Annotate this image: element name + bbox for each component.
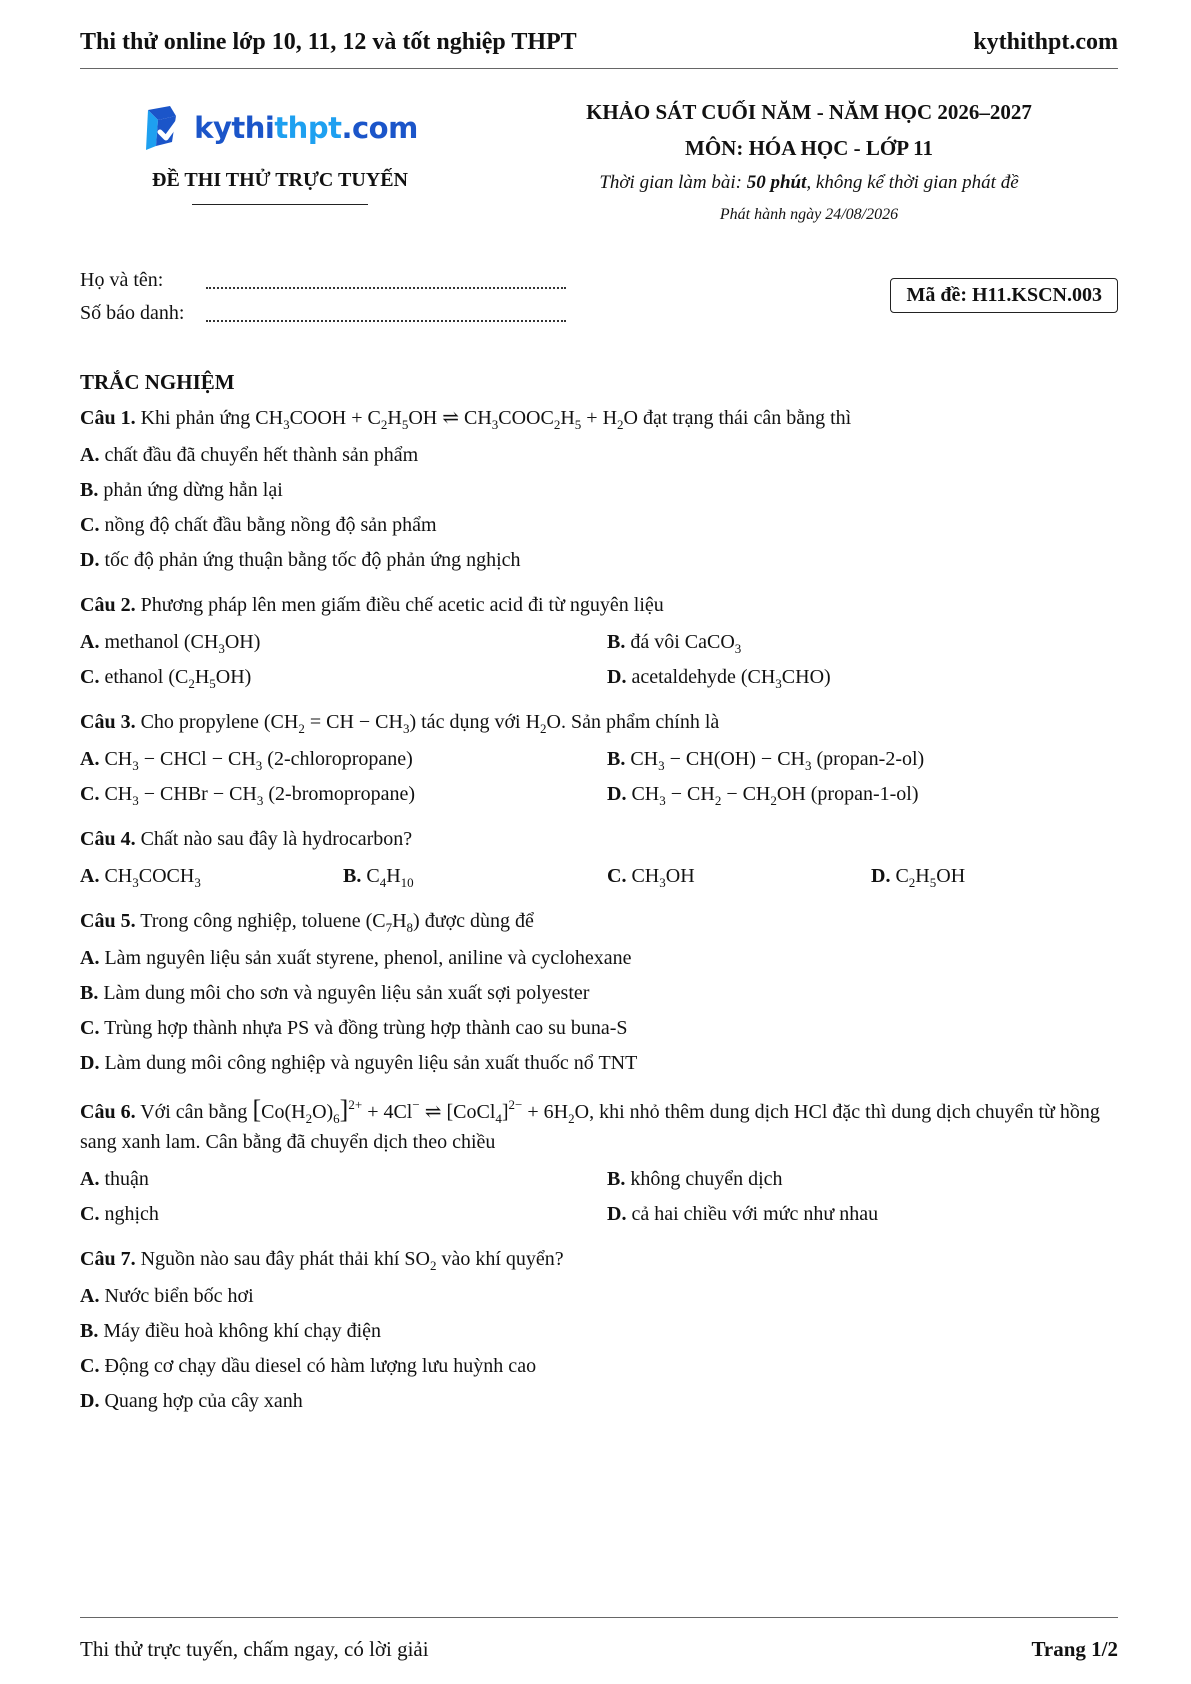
top-header xyxy=(80,22,1118,62)
option-b[interactable]: B. Máy điều hoà không khí chạy điện xyxy=(80,1320,382,1342)
header-site-link[interactable]: kythithpt.com xyxy=(973,28,1118,55)
page-number: Trang 1/2 xyxy=(1031,1637,1118,1661)
name-label: Họ và tên: xyxy=(80,269,164,291)
header-left-text: Thi thử online lớp 10, 11, 12 và tốt nghiệp THPT xyxy=(80,28,577,55)
release-date: Phát hành ngày 24/08/2026 xyxy=(719,206,899,223)
question-2: Câu 2. Phương pháp lên men giấm điều chế acetic acid đi từ nguyên liệu A. methanol $(CH_3OH)$ B. đá vôi CaCO$_3$ C. ethanol $(C_2H_5OH)$ D. acetaldehyde $(CH_3CHO)$ xyxy=(80,590,1118,695)
option-d[interactable]: D. $C_2H_5OH$ xyxy=(871,865,966,890)
name-field[interactable] xyxy=(206,286,566,289)
option-d[interactable]: D. Quang hợp của cây xanh xyxy=(80,1390,303,1412)
option-d[interactable]: D. cả hai chiều với mức như nhau xyxy=(607,1203,879,1225)
option-c[interactable]: C. Động cơ chạy dầu diesel có hàm lượng lưu huỳnh cao xyxy=(80,1355,537,1377)
option-b[interactable]: B. $CH_3 - CH(OH) - CH_3$ (propan-2-ol) xyxy=(607,748,925,773)
page-footer xyxy=(80,1637,1118,1662)
questions-area xyxy=(80,365,1118,1431)
online-exam-title: ĐỀ THI THỬ TRỰC TUYẾN xyxy=(152,169,408,191)
option-a[interactable]: A. Nước biển bốc hơi xyxy=(80,1285,254,1307)
exam-subject: MÔN: HÓA HỌC - LỚP 11 xyxy=(685,136,933,160)
option-b[interactable]: B. phản ứng dừng hẳn lại xyxy=(80,479,283,501)
option-b[interactable]: B. không chuyển dịch xyxy=(607,1168,783,1190)
id-label: Số báo danh: xyxy=(80,302,185,324)
site-logo xyxy=(142,100,418,156)
question-1: Câu 1. Khi phản ứng $CH_3COOH + C_2H_5OH$ ⇌ $CH_3COOC_2H_5 + H_2O$ đạt trạng thái cân bằng thì A. chất đầu đã chuyển hết thành sản phẩm B. phản ứng dừng hẳn lại C. nồng độ chất đầu bằng nồng độ sản phẩm D. tốc độ phản ứng thuận bằng tốc độ phản ứng nghịch xyxy=(80,403,1118,578)
option-c[interactable]: C. nghịch xyxy=(80,1203,159,1225)
option-b[interactable]: B. Làm dung môi cho sơn và nguyên liệu sản xuất sợi polyester xyxy=(80,982,590,1004)
student-info xyxy=(80,264,566,330)
option-c[interactable]: C. $CH_3$ − CHBr − $CH_3$ (2-bromopropane) xyxy=(80,783,415,808)
option-d[interactable]: D. $CH_3 - CH_2 - CH_2OH$ (propan-1-ol) xyxy=(607,783,919,808)
question-5: Câu 5. Trong công nghiệp, toluene $(C_7H_8)$ được dùng để A. Làm nguyên liệu sản xuất styrene, phenol, aniline và cyclohexane B. Làm dung môi cho sơn và nguyên liệu sản xuất sợi polyester C. Trùng hợp thành nhựa PS và đồng trùng hợp thành cao su buna-S D. Làm dung môi công nghiệp và nguyên liệu sản xuất thuốc nổ TNT xyxy=(80,906,1118,1081)
exam-duration: Thời gian làm bài: 50 phút, không kể thời gian phát đề xyxy=(599,172,1019,193)
option-a[interactable]: A. $CH_3COCH_3$ xyxy=(80,865,201,890)
option-b[interactable]: B. đá vôi CaCO$_3$ xyxy=(607,631,742,656)
option-a[interactable]: A. methanol $(CH_3OH)$ xyxy=(80,631,261,656)
question-3: Câu 3. Cho propylene ($CH_2$ = CH − $CH_3$) tác dụng với $H_2O$. Sản phẩm chính là A. $CH_3$ − CHCl − $CH_3$ (2-chloropropane) B. $CH_3 - CH(OH) - CH_3$ (propan-2-ol) C. $CH_3$ − CHBr − $CH_3$ (2-bromopropane) D. $CH_3 - CH_2 - CH_2OH$ (propan-1-ol) xyxy=(80,707,1118,812)
option-c[interactable]: C. Trùng hợp thành nhựa PS và đồng trùng hợp thành cao su buna-S xyxy=(80,1017,628,1039)
exam-code-box: Mã đề: H11.KSCN.003 xyxy=(890,278,1118,313)
option-c[interactable]: C. $CH_3OH$ xyxy=(607,865,695,890)
footer-rule xyxy=(80,1617,1118,1618)
logo-check-icon xyxy=(142,102,188,154)
option-d[interactable]: D. tốc độ phản ứng thuận bằng tốc độ phản ứng nghịch xyxy=(80,549,521,571)
option-a[interactable]: A. $CH_3$ − CHCl − $CH_3$ (2-chloropropane) xyxy=(80,748,413,773)
header-rule xyxy=(80,68,1118,69)
exam-name: KHẢO SÁT CUỐI NĂM - NĂM HỌC 2026–2027 xyxy=(586,100,1032,124)
exam-info xyxy=(500,94,1118,230)
option-a[interactable]: A. thuận xyxy=(80,1168,149,1190)
exam-page xyxy=(80,0,1118,1684)
option-a[interactable]: A. chất đầu đã chuyển hết thành sản phẩm xyxy=(80,444,419,466)
option-c[interactable]: C. nồng độ chất đầu bằng nồng độ sản phẩm xyxy=(80,514,437,536)
id-field[interactable] xyxy=(206,319,566,322)
option-d[interactable]: D. Làm dung môi công nghiệp và nguyên liệu sản xuất thuốc nổ TNT xyxy=(80,1052,638,1074)
section-title: TRẮC NGHIỆM xyxy=(80,370,235,394)
option-a[interactable]: A. Làm nguyên liệu sản xuất styrene, phenol, aniline và cyclohexane xyxy=(80,947,632,969)
title-underline xyxy=(192,204,368,205)
question-7: Câu 7. Nguồn nào sau đây phát thải khí $SO_2$ vào khí quyển? A. Nước biển bốc hơi B. Máy điều hoà không khí chạy điện C. Động cơ chạy dầu diesel có hàm lượng lưu huỳnh cao D. Quang hợp của cây xanh xyxy=(80,1244,1118,1419)
logo-wordmark: kythithpt.com xyxy=(194,111,418,145)
option-c[interactable]: C. ethanol $(C_2H_5OH)$ xyxy=(80,666,252,691)
question-6: Câu 6. Với cân bằng $[Co(H_2O)_6]^{2+} + 4Cl^-$ ⇌ [CoCl$_4$]$^{2-}$ + $6H_2O$, khi nhỏ thêm dung dịch HCl đặc thì dung dịch chuyển từ hồng sang xanh lam. Cân bằng đã chuyển dịch theo chiều A. thuận B. không chuyển dịch C. nghịch D. cả hai chiều với mức như nhau xyxy=(80,1095,1118,1232)
option-d[interactable]: D. acetaldehyde $(CH_3CHO)$ xyxy=(607,666,831,691)
option-b[interactable]: B. $C_4H_{10}$ xyxy=(343,865,414,890)
question-4: Câu 4. Chất nào sau đây là hydrocarbon? A. $CH_3COCH_3$ B. $C_4H_{10}$ C. $CH_3OH$ D. $C_2H_5OH$ xyxy=(80,824,1118,894)
footer-slogan: Thi thử trực tuyến, chấm ngay, có lời giải xyxy=(80,1637,429,1661)
brand-block xyxy=(80,100,480,205)
